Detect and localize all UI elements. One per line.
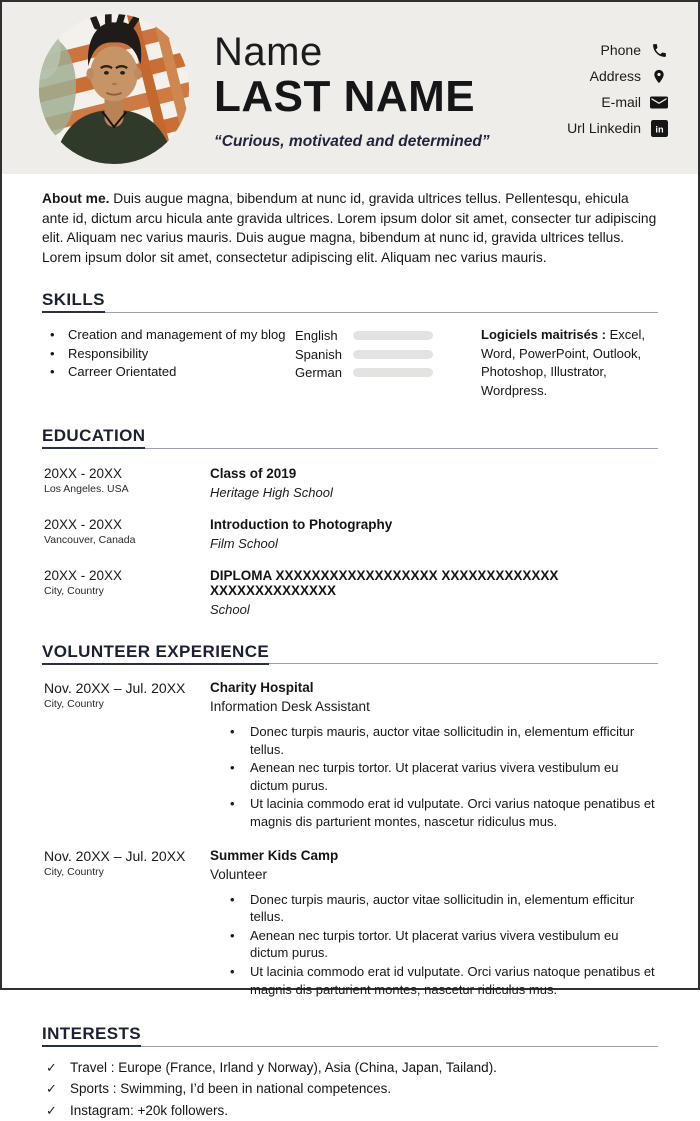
contact-email-label: E-mail — [601, 94, 641, 110]
volunteer-dates: Nov. 20XX – Jul. 20XX — [44, 847, 186, 864]
education-section-header — [42, 427, 658, 449]
resume-body — [2, 189, 698, 1121]
skills-heading: SKILLS — [42, 291, 105, 313]
education-entry — [42, 517, 658, 551]
volunteer-bullet: • Ut lacinia commodo erat id vulputate. Orci varius natoque penatibus et magnis dis parturient montes, nascetur ridiculus mus. — [210, 963, 658, 998]
volunteer-bullet: • Aenean nec turpis tortor. Ut placerat varius vivera vestibulum eu dictum purus. — [210, 759, 658, 794]
language-bar — [353, 350, 433, 359]
skills-section-header — [42, 291, 658, 313]
education-entry-left — [42, 568, 210, 617]
language-row — [295, 345, 477, 364]
volunteer-entry-right — [210, 848, 658, 1000]
education-section — [42, 466, 658, 617]
language-bar — [353, 368, 433, 377]
education-location: Los Angeles. USA — [44, 482, 129, 495]
phone-icon — [650, 41, 668, 59]
volunteer-dates: Nov. 20XX – Jul. 20XX — [44, 680, 186, 696]
software-skills — [477, 326, 658, 401]
tagline: “Curious, motivated and determined” — [214, 133, 490, 151]
education-degree: DIPLOMA XXXXXXXXXXXXXXXXXX XXXXXXXXXXXXX XXXXXXXXXXXXXX — [210, 567, 559, 598]
volunteer-section-header — [42, 643, 658, 665]
education-entry — [42, 466, 658, 500]
education-degree: Introduction to Photography — [210, 516, 393, 532]
education-dates: 20XX - 20XX — [44, 516, 123, 532]
contact-address-label: Address — [589, 68, 641, 84]
volunteer-heading: VOLUNTEER EXPERIENCE — [42, 643, 269, 665]
contact-phone — [567, 41, 668, 59]
education-dates: 20XX - 20XX — [44, 465, 123, 481]
language-bar — [353, 331, 433, 340]
language-name: Spanish — [295, 346, 342, 362]
language-levels — [295, 326, 477, 401]
volunteer-role: Information Desk Assistant — [210, 699, 370, 714]
volunteer-entry-right — [210, 680, 658, 832]
education-entry-right — [210, 568, 658, 617]
education-entry-left — [42, 517, 210, 551]
language-row — [295, 326, 477, 345]
education-entry-left — [42, 466, 210, 500]
volunteer-location: City, Country — [44, 698, 104, 710]
education-entry-right — [210, 466, 658, 500]
volunteer-role: Volunteer — [210, 866, 268, 882]
name-block — [214, 25, 567, 152]
software-skills-label: Logiciels maitrisés : — [481, 326, 606, 342]
language-name: English — [295, 327, 338, 343]
profile-photo — [38, 13, 190, 165]
about-text: Duis augue magna, bibendum at nunc id, gravida ultrices tellus. Pellentesqu, ehicula ante id, dictum arcu hicula ante gravida ultrices. Lorem ipsum dolor sit amet, consecter tur adipiscing elit. Aliquam nec varius mauris. Duis augue magna, bibendum at nunc id, gravida ultrices tellus. Lorem ipsum dolor sit amet, consectetur adipiscing elit. Aliquam nec varius mauris. — [42, 191, 657, 265]
interests-section-header — [42, 1025, 658, 1047]
education-location: City, Country — [44, 584, 104, 597]
volunteer-bullet-list — [210, 723, 658, 831]
skill-item: • Carreer Orientated — [42, 363, 295, 382]
education-school: Film School — [210, 535, 278, 551]
contact-email — [567, 93, 668, 111]
interests-list — [42, 1057, 658, 1121]
interest-item: ✓ Sports : Swimming, I’d been in national competences. — [42, 1078, 658, 1100]
contact-phone-label: Phone — [600, 42, 641, 58]
volunteer-entry-left — [42, 848, 210, 1000]
education-school: School — [210, 601, 250, 617]
skill-item: • Creation and management of my blog — [42, 326, 295, 345]
volunteer-bullet-list — [210, 891, 658, 999]
skill-item: • Responsibility — [42, 345, 295, 364]
about-lead: About me. — [42, 191, 110, 206]
volunteer-organization: Charity Hospital — [210, 680, 314, 695]
volunteer-location: City, Country — [44, 865, 104, 878]
location-icon — [650, 67, 668, 85]
software-skills-text: Excel, Word, PowerPoint, Outlook, Photoshop, Illustrator, Wordpress. — [481, 326, 646, 399]
email-icon — [650, 93, 668, 111]
contact-linkedin-label: Url Linkedin — [567, 120, 641, 136]
about-paragraph — [42, 189, 658, 267]
education-degree: Class of 2019 — [210, 465, 297, 481]
header — [2, 2, 698, 174]
education-school: Heritage High School — [210, 484, 333, 500]
volunteer-entry — [42, 848, 658, 1000]
contact-list — [567, 41, 668, 137]
education-entry — [42, 568, 658, 617]
volunteer-bullet: • Ut lacinia commodo erat id vulputate. Orci varius natoque penatibus et magnis dis parturient montes, nascetur ridiculus mus. — [210, 795, 658, 830]
first-name: Name — [214, 29, 323, 74]
linkedin-icon — [650, 119, 668, 137]
contact-linkedin — [567, 119, 668, 137]
volunteer-entry — [42, 680, 658, 832]
interest-item: ✓ Travel : Europe (France, Irland y Norway), Asia (China, Japan, Tailand). — [42, 1057, 658, 1079]
contact-address — [567, 67, 668, 85]
volunteer-entry-left — [42, 680, 210, 832]
volunteer-organization: Summer Kids Camp — [210, 847, 339, 863]
education-entry-right — [210, 517, 658, 551]
profile-photo-illustration — [38, 13, 190, 165]
interests-heading: INTERESTS — [42, 1025, 141, 1047]
skills-bullet-list — [42, 326, 295, 401]
volunteer-section — [42, 680, 658, 999]
language-name: German — [295, 365, 342, 381]
education-dates: 20XX - 20XX — [44, 567, 123, 583]
volunteer-bullet: • Donec turpis mauris, auctor vitae sollicitudin in, elementum efficitur tellus. — [210, 723, 658, 758]
volunteer-bullet: • Aenean nec turpis tortor. Ut placerat varius vivera vestibulum eu dictum purus. — [210, 927, 658, 962]
volunteer-bullet: • Donec turpis mauris, auctor vitae sollicitudin in, elementum efficitur tellus. — [210, 891, 658, 926]
svg-text:in: in — [654, 123, 664, 134]
education-heading: EDUCATION — [42, 427, 145, 449]
skills-section — [42, 326, 658, 401]
language-row — [295, 363, 477, 382]
last-name: LAST NAME — [214, 71, 476, 121]
interest-item: ✓ Instagram: +20k followers. — [42, 1100, 658, 1121]
education-location: Vancouver, Canada — [44, 533, 136, 546]
